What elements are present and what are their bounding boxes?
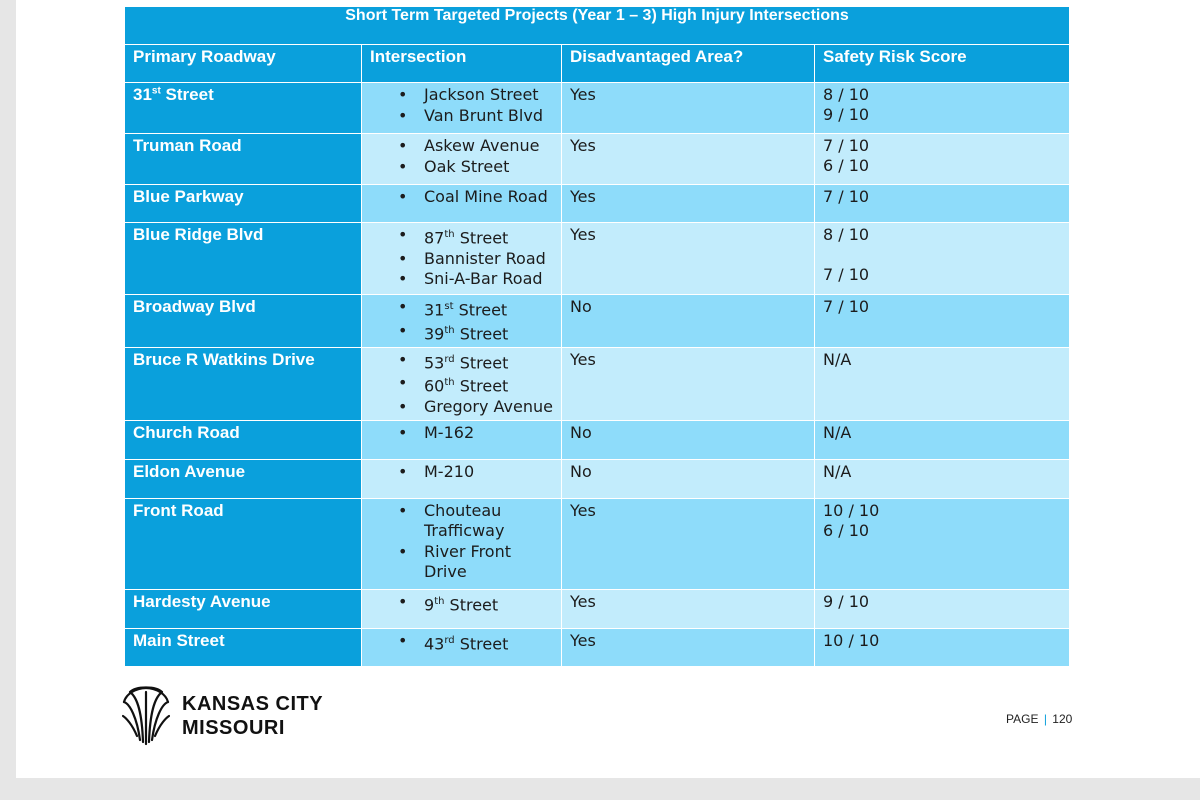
safety-risk-score [823,245,1061,265]
intersection-list [398,85,553,126]
roadway-name: Blue Ridge Blvd [133,225,264,244]
disadvantaged-area-cell: Yes [562,134,815,185]
primary-roadway-cell [125,185,362,223]
disadvantaged-area-cell: Yes [562,83,815,134]
primary-roadway-cell [125,223,362,295]
roadway-name: Blue Parkway [133,187,244,206]
primary-roadway-cell [125,459,362,498]
safety-risk-score: 6 / 10 [823,520,870,540]
intersection-item: • Chouteau Trafficway [398,501,553,542]
safety-risk-score-cell [815,83,1070,134]
intersection-cell [362,134,562,185]
safety-risk-score: 9 / 10 [823,105,870,124]
intersection-list [398,631,553,655]
intersection-item: • Sni-A-Bar Road [398,269,553,290]
safety-risk-score: 10 / 10 [823,500,880,520]
page-separator: | [1043,712,1047,726]
intersection-item: • River Front Drive [398,542,553,583]
roadway-name: Main Street [133,630,225,650]
intersection-item: • Gregory Avenue [398,397,553,418]
roadway-name: 31 [133,85,152,104]
intersection-list [398,297,553,345]
intersection-item: • Oak Street [398,157,553,178]
table-row [125,459,1070,498]
primary-roadway-cell [125,628,362,666]
intersection-item: • 9th Street [398,592,553,616]
primary-roadway-cell [125,295,362,348]
table-row [125,223,1070,295]
disadvantaged-area-cell: Yes [562,628,815,666]
safety-risk-score-cell [815,628,1070,666]
intersection-cell [362,589,562,628]
page-number-value: 120 [1052,712,1073,726]
intersection-list [398,225,553,290]
safety-risk-score-cell [815,498,1070,589]
safety-risk-score-cell [815,185,1070,223]
roadway-name: Hardesty Avenue [133,591,271,611]
intersection-cell [362,459,562,498]
kansas-city-logo [122,684,382,748]
primary-roadway-cell [125,347,362,420]
roadway-name: Bruce R Watkins Drive [133,349,315,369]
safety-risk-score-cell [815,589,1070,628]
intersection-list [398,187,553,208]
intersection-item: • 39th Street [398,321,553,345]
disadvantaged-area-cell: No [562,295,815,348]
safety-risk-score: 7 / 10 [823,187,870,206]
intersection-list [398,350,553,418]
table-row [125,420,1070,459]
roadway-name: Eldon Avenue [133,461,246,481]
intersection-cell [362,83,562,134]
safety-risk-score: N/A [823,461,852,481]
roadway-name: Broadway Blvd [133,297,256,316]
intersection-cell [362,498,562,589]
logo-line-missouri: MISSOURI [182,717,285,739]
safety-risk-score: 8 / 10 [823,85,870,104]
fountain-logo-icon [122,684,170,746]
disadvantaged-area-cell: No [562,420,815,459]
safety-risk-score: N/A [823,422,852,442]
safety-risk-score: N/A [823,349,852,369]
intersection-cell [362,628,562,666]
table-row [125,589,1070,628]
intersection-item: • 43rd Street [398,631,553,655]
table-row [125,498,1070,589]
intersection-item: • M-162 [398,423,553,444]
intersection-list [398,423,553,444]
disadvantaged-area-cell: Yes [562,589,815,628]
intersection-cell [362,420,562,459]
disadvantaged-area-cell: Yes [562,498,815,589]
safety-risk-score: 7 / 10 [823,297,870,316]
intersection-list [398,592,553,616]
logo-line-kansas-city: KANSAS CITY [182,693,324,715]
intersection-cell [362,223,562,295]
safety-risk-score-cell [815,295,1070,348]
roadway-name: Front Road [133,500,224,520]
roadway-ordinal-suffix: st [151,85,161,97]
safety-risk-score: 10 / 10 [823,630,880,650]
table-row [125,628,1070,666]
disadvantaged-area-cell: No [562,459,815,498]
disadvantaged-area-cell: Yes [562,185,815,223]
primary-roadway-cell [125,420,362,459]
intersection-item: • M-210 [398,462,553,483]
column-header-intersection: Intersection [362,45,562,83]
disadvantaged-area-cell: Yes [562,223,815,295]
column-header-safety-risk-score: Safety Risk Score [815,45,1070,83]
table-body [125,83,1070,667]
intersection-item: • 60th Street [398,373,553,397]
safety-risk-score-cell [815,223,1070,295]
table-row [125,295,1070,348]
primary-roadway-cell [125,134,362,185]
table-row [125,134,1070,185]
safety-risk-score: 8 / 10 [823,225,870,244]
primary-roadway-cell [125,83,362,134]
primary-roadway-cell [125,498,362,589]
safety-risk-score: 6 / 10 [823,156,870,175]
intersection-list [398,136,553,177]
intersection-item: • Coal Mine Road [398,187,553,208]
document-page [16,0,1200,778]
intersection-cell [362,185,562,223]
primary-roadway-cell [125,589,362,628]
safety-risk-score-cell [815,420,1070,459]
intersection-cell [362,295,562,348]
table-row [125,347,1070,420]
intersection-list [398,462,553,483]
table-title: Short Term Targeted Projects (Year 1 – 3) High Injury Intersections [125,7,1070,45]
disadvantaged-area-cell: Yes [562,347,815,420]
intersection-item: • 31st Street [398,297,553,321]
roadway-name: Church Road [133,422,240,442]
high-injury-intersections-table [124,6,1070,667]
safety-risk-score: 7 / 10 [823,136,870,155]
safety-risk-score-cell [815,459,1070,498]
intersection-item: • Bannister Road [398,249,553,270]
table-row [125,185,1070,223]
table-row [125,83,1070,134]
intersection-item: • Van Brunt Blvd [398,106,553,127]
page-number [1006,712,1072,726]
safety-risk-score: 9 / 10 [823,591,870,611]
page-label: PAGE [1006,712,1039,726]
safety-risk-score-cell [815,347,1070,420]
intersection-cell [362,347,562,420]
intersection-item: • 53rd Street [398,350,553,374]
safety-risk-score: 7 / 10 [823,265,870,284]
intersection-list [398,501,553,583]
intersection-item: • Askew Avenue [398,136,553,157]
intersection-item: • 87th Street [398,225,553,249]
intersection-item: • Jackson Street [398,85,553,106]
roadway-name-rest: Street [160,85,214,104]
column-header-disadvantaged-area: Disadvantaged Area? [562,45,815,83]
roadway-name: Truman Road [133,136,242,155]
safety-risk-score-cell [815,134,1070,185]
column-header-primary-roadway: Primary Roadway [125,45,362,83]
